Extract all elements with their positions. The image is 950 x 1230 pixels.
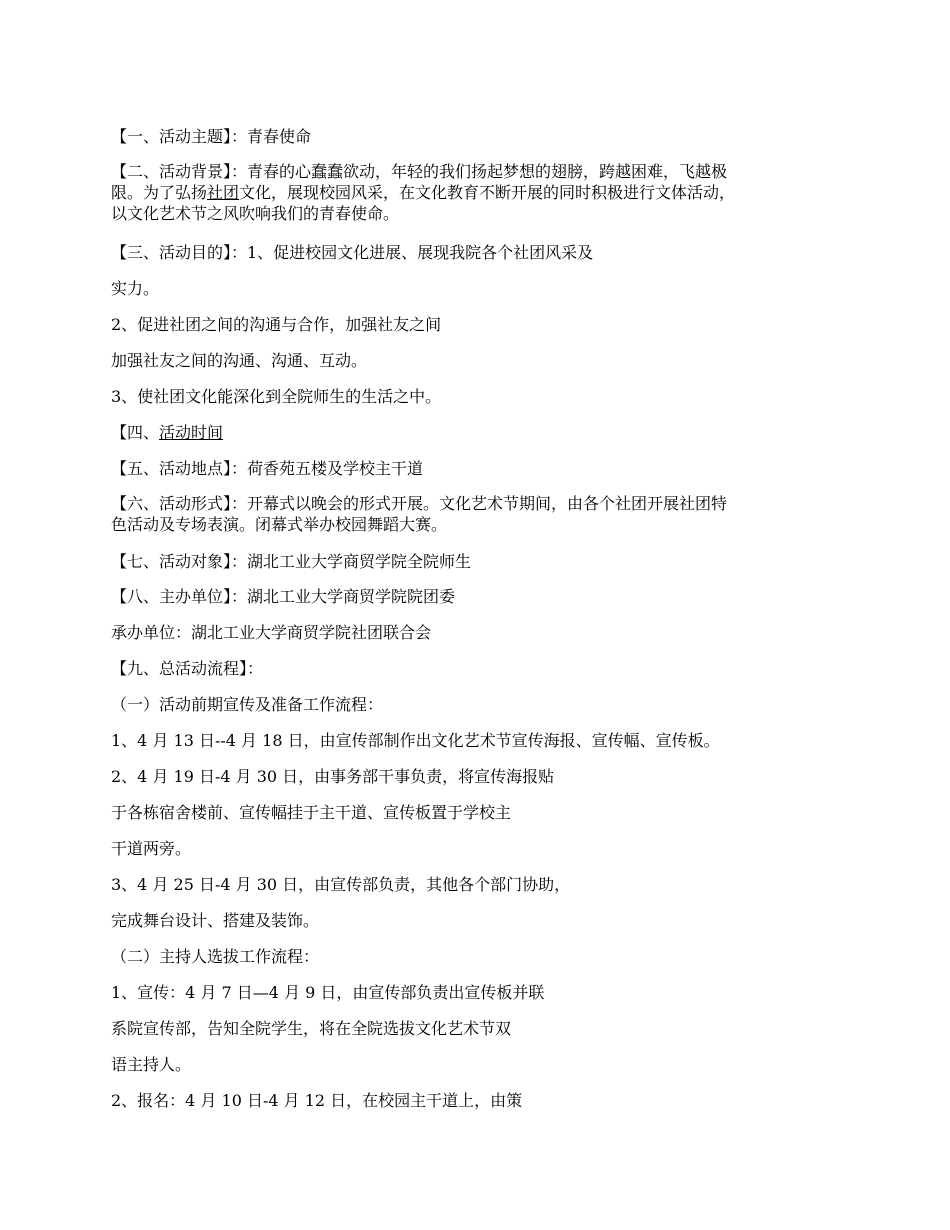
phase-1-item: 于各栋宿舍楼前、宣传幅挂于主干道、宣传板置于学校主 [111,803,512,822]
section-background [111,161,846,224]
section-time-prefix: 【四、 [111,423,160,442]
purpose-line: 3、使社团文化能深化到全院师生的生活之中。 [111,387,442,406]
phase-2-item: 系院宣传部，告知全院学生，将在全院选拔文化艺术节双 [111,1019,512,1038]
phase-1-item: 2、4 月 19 日-4 月 30 日，由事务部干事负责，将宣传海报贴 [111,767,555,786]
purpose-line: 实力。 [111,279,160,298]
background-line-2 [111,182,846,203]
section-purpose: 【三、活动目的】：1、促进校园文化进展、展现我院各个社团风采及 [111,243,594,262]
background-text: 限。为了弘扬 [111,183,208,202]
background-text: 文化，展现校园风采，在文化教育不断开展的同时积极进行文体活动， [239,183,736,202]
section-time [111,422,846,443]
link-activity-time[interactable]: 活动时间 [159,423,224,442]
background-line-3: 以文化艺术节之风吹响我们的青春使命。 [111,204,400,223]
section-format [111,493,846,535]
section-theme: 【一、活动主题】：青春使命 [111,127,312,146]
phase-1-item: 完成舞台设计、搭建及装饰。 [111,911,320,930]
purpose-line: 加强社友之间的沟通、沟通、互动。 [111,351,368,370]
phase-2-item: 2、报名：4 月 10 日-4 月 12 日，在校园主干道上，由策 [111,1091,523,1110]
section-host: 【八、主办单位】：湖北工业大学商贸学院院团委 [111,587,456,606]
phase-1-title: （一）活动前期宣传及准备工作流程： [111,695,384,714]
purpose-line: 2、促进社团之间的沟通与合作，加强社友之间 [111,315,442,334]
section-location: 【五、活动地点】：荷香苑五楼及学校主干道 [111,459,424,478]
background-line-1: 【二、活动背景】：青春的心蠢蠢欲动，年轻的我们扬起梦想的翅膀，跨越困难，飞越极 [111,162,728,181]
phase-2-item: 1、宣传：4 月 7 日—4 月 9 日，由宣传部负责出宣传板并联 [111,983,545,1002]
section-audience: 【七、活动对象】：湖北工业大学商贸学院全院师生 [111,552,472,571]
phase-2-item: 语主持人。 [111,1055,192,1074]
phase-1-item: 1、4 月 13 日--4 月 18 日，由宣传部制作出文化艺术节宣传海报、宣传幅、宣传板。 [111,731,720,750]
phase-1-item: 3、4 月 25 日-4 月 30 日，由宣传部负责，其他各个部门协助， [111,875,571,894]
phase-1-item: 干道两旁。 [111,839,192,858]
format-line-1: 【六、活动形式】：开幕式以晚会的形式开展。文化艺术节期间，由各个社团开展社团特 [111,494,728,513]
phase-2-title: （二）主持人选拔工作流程： [111,947,320,966]
organizer-line: 承办单位：湖北工业大学商贸学院社团联合会 [111,623,432,642]
link-shetuan[interactable]: 社团 [207,183,240,202]
format-line-2: 色活动及专场表演。闭幕式举办校园舞蹈大赛。 [111,515,448,534]
section-process: 【九、总活动流程】： [111,659,264,678]
